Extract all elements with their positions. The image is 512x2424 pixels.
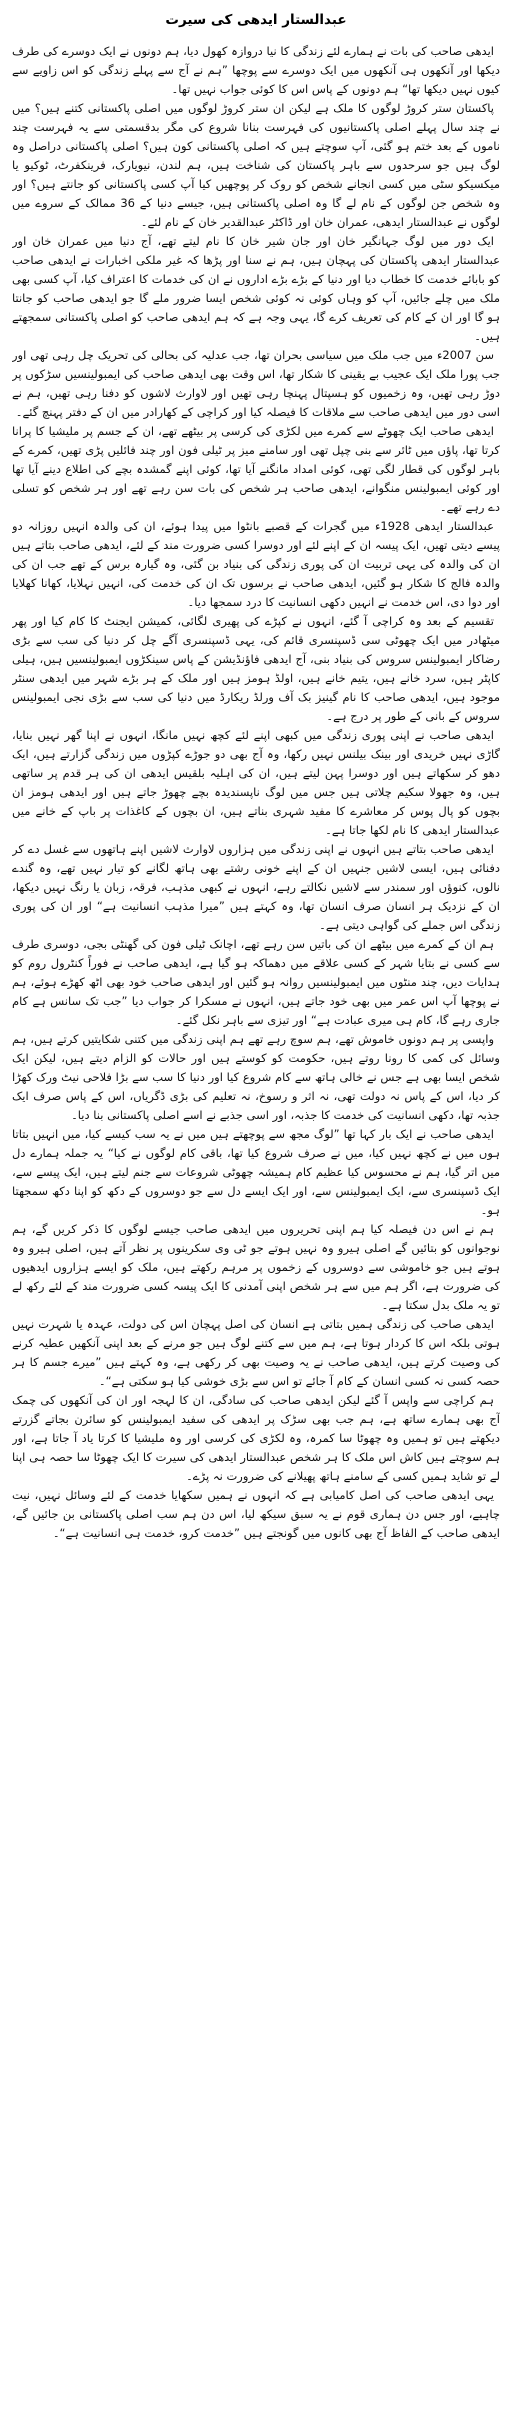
article-paragraph: ایدھی صاحب نے اپنی پوری زندگی میں کبھی اپنے لئے کچھ نہیں مانگا، انہوں نے اپنا گھر نہیں بنایا، گاڑی نہیں خریدی اور بینک بیلنس نہیں رکھا، وہ آج بھی دو جوڑے کپڑوں میں زندگی گزارتے ہیں، ایک دھو کر سکھاتے ہیں اور دوسرا پہن لیتے ہیں، ان کی اہلیہ بلقیس ایدھی ان کی ہر قدم پر ساتھی ہیں، وہ جھولا سکیم چلاتی ہیں جس میں لوگ ناپسندیدہ بچے چھوڑ جاتے ہیں اور ایدھی ہومز ان بچوں کو پال پوس کر معاشرے کا مفید شہری بناتے ہیں، ان بچوں کے کاغذات پر باپ کے خانے میں عبدالستار ایدھی کا نام لکھا جاتا ہے۔ <box>12 728 500 837</box>
article-paragraph: سن 2007ء میں جب ملک میں سیاسی بحران تھا، جب عدلیہ کی بحالی کی تحریک چل رہی تھی اور جب پورا ملک ایک عجیب بے یقینی کا شکار تھا، اس وقت بھی ایدھی صاحب کی ایمبولینسیں سڑکوں پر دوڑ رہی تھیں، وہ زخمیوں کو ہسپتال پہنچا رہی تھیں اور لاوارث لاشوں کو دفنا رہی تھیں، ہم نے اسی دور میں ایدھی صاحب سے ملاقات کا فیصلہ کیا اور کراچی کے کھارادر میں ان کے دفتر پہنچ گئے۔ <box>12 348 500 419</box>
article-paragraph: ایدھی صاحب کی بات نے ہمارے لئے زندگی کا نیا دروازہ کھول دیا، ہم دونوں نے ایک دوسرے کی طرف دیکھا اور آنکھوں ہی آنکھوں میں ایک دوسرے سے پوچھا ”ہم نے آج سے پہلے زندگی کو اس زاویے سے کیوں نہیں دیکھا تھا“ ہم دونوں کے پاس اس کا کوئی جواب نہیں تھا۔ <box>12 44 500 96</box>
article-paragraph: یہی ایدھی صاحب کی اصل کامیابی ہے کہ انہوں نے ہمیں سکھایا خدمت کے لئے وسائل نہیں، نیت چاہیے، اور جس دن ہماری قوم نے یہ سبق سیکھ لیا، اس دن ہم سب اصلی پاکستانی بن جائیں گے، ایدھی صاحب کے الفاظ آج بھی کانوں میں گونجتے ہیں ”خدمت کرو، خدمت ہی انسانیت ہے“۔ <box>12 1488 500 1540</box>
article-body <box>12 42 500 2412</box>
article-paragraph: ایدھی صاحب ایک چھوٹے سے کمرے میں لکڑی کی کرسی پر بیٹھے تھے، ان کے جسم پر ملیشیا کا پرانا کرتا تھا، پاؤں میں ٹائر سے بنی چپل تھی اور سامنے میز پر ٹیلی فون اور چند فائلیں پڑی تھیں، کمرے کے باہر لوگوں کی قطار لگی تھی، کوئی امداد مانگنے آیا تھا، کوئی اپنے گمشدہ بچے کی اطلاع دینے آیا تھا اور کوئی ایمبولینس منگوانے، ایدھی صاحب ہر شخص کی بات سن رہے تھے اور ہر شخص کو تسلی دے رہے تھے۔ <box>12 424 500 514</box>
article-paragraph: واپسی پر ہم دونوں خاموش تھے، ہم سوچ رہے تھے ہم اپنی زندگی میں کتنی شکایتیں کرتے ہیں، ہم وسائل کی کمی کا رونا روتے ہیں، حکومت کو کوستے ہیں اور حالات کو الزام دیتے ہیں، لیکن ایک شخص ایسا بھی ہے جس نے خالی ہاتھ سے کام شروع کیا اور دنیا کا سب سے بڑا فلاحی نیٹ ورک کھڑا کر دیا، اس کے پاس نہ دولت تھی، نہ اثر و رسوخ، نہ تعلیم کی بڑی ڈگریاں، اس کے پاس صرف ایک جذبہ تھا، دکھی انسانیت کی خدمت کا جذبہ، اور اسی جذبے نے اسے اصلی پاکستانی بنا دیا۔ <box>12 1032 500 1122</box>
article-paragraph: ایدھی صاحب نے ایک بار کہا تھا ”لوگ مجھ سے پوچھتے ہیں میں نے یہ سب کیسے کیا، میں انہیں بتاتا ہوں میں نے کچھ نہیں کیا، میں نے صرف شروع کیا تھا، باقی کام لوگوں نے کیا“ یہ جملہ ہمارے دل میں اتر گیا، ہم نے محسوس کیا عظیم کام ہمیشہ چھوٹی شروعات سے جنم لیتے ہیں، ایک پیسے سے، ایک ڈسپنسری سے، ایک ایمبولینس سے، اور ایک ایسے دل سے جو دوسروں کے دکھ کو اپنا دکھ سمجھتا ہو۔ <box>12 1127 500 1217</box>
article-paragraph: ایدھی صاحب کی زندگی ہمیں بتاتی ہے انسان کی اصل پہچان اس کی دولت، عہدہ یا شہرت نہیں ہوتی بلکہ اس کا کردار ہوتا ہے، ہم میں سے کتنے لوگ ہیں جو مرنے کے بعد اپنی آنکھیں عطیہ کرنے کی وصیت کرتے ہیں، ایدھی صاحب نے یہ وصیت بھی کر رکھی ہے، وہ کہتے ہیں ”میرے جسم کا ہر حصہ کسی نہ کسی انسان کے کام آ جائے تو اس سے بڑی خوشی کیا ہو سکتی ہے“۔ <box>12 1317 500 1388</box>
article-paragraph: عبدالستار ایدھی 1928ء میں گجرات کے قصبے بانٹوا میں پیدا ہوئے، ان کی والدہ انہیں روزانہ دو پیسے دیتی تھیں، ایک پیسہ ان کے اپنے لئے اور دوسرا کسی ضرورت مند کے لئے، ایدھی صاحب بتاتے ہیں ان کی والدہ کی یہی تربیت ان کی پوری زندگی کی بنیاد بن گئی، وہ گیارہ برس کے تھے جب ان کی والدہ فالج کا شکار ہو گئیں، ایدھی صاحب نے برسوں تک ان کی خدمت کی، انہیں نہلایا، کھانا کھلایا اور دوا دی، اس خدمت نے انہیں دکھی انسانیت کا درد سمجھا دیا۔ <box>12 519 500 609</box>
article-paragraph: ہم ان کے کمرے میں بیٹھے ان کی باتیں سن رہے تھے، اچانک ٹیلی فون کی گھنٹی بجی، دوسری طرف سے کسی نے بتایا شہر کے کسی علاقے میں دھماکہ ہو گیا ہے، ایدھی صاحب نے فوراً کنٹرول روم کو ہدایات دیں، چند منٹوں میں ایمبولینسیں روانہ ہو گئیں اور ایدھی صاحب خود بھی اٹھ کھڑے ہوئے، ہم نے پوچھا آپ اس عمر میں بھی خود جاتے ہیں، انہوں نے مسکرا کر جواب دیا ”جب تک سانس ہے کام جاری رہے گا، کام ہی میری عبادت ہے“ اور تیزی سے باہر نکل گئے۔ <box>12 937 500 1027</box>
article-paragraph: تقسیم کے بعد وہ کراچی آ گئے، انہوں نے کپڑے کی پھیری لگائی، کمیشن ایجنٹ کا کام کیا اور پھر میٹھادر میں ایک چھوٹی سی ڈسپنسری قائم کی، یہی ڈسپنسری آگے چل کر دنیا کی سب سے بڑی رضاکار ایمبولینس سروس کی بنیاد بنی، آج ایدھی فاؤنڈیشن کے پاس سینکڑوں ایمبولینسیں ہیں، ہیلی کاپٹر ہیں، سرد خانے ہیں، یتیم خانے ہیں، اولڈ ہومز ہیں اور ملک کے ہر بڑے شہر میں ایدھی سنٹر موجود ہیں، ایدھی صاحب کا نام گینیز بک آف ورلڈ ریکارڈ میں دنیا کی سب سے بڑی نجی ایمبولینس سروس کے بانی کے طور پر درج ہے۔ <box>12 614 500 723</box>
article-title: عبدالستار ایدھی کی سیرت <box>165 12 347 28</box>
article-paragraph: ایدھی صاحب بتاتے ہیں انہوں نے اپنی زندگی میں ہزاروں لاوارث لاشیں اپنے ہاتھوں سے غسل دے کر دفنائی ہیں، ایسی لاشیں جنہیں ان کے اپنے خونی رشتے بھی ہاتھ لگانے کو تیار نہیں تھے، وہ گندے نالوں، کنوؤں اور سمندر سے لاشیں نکالتے رہے، انہوں نے کبھی مذہب، فرقہ، زبان یا رنگ نہیں دیکھا، ان کے نزدیک ہر انسان صرف انسان تھا، وہ کہتے ہیں ”میرا مذہب انسانیت ہے“ اور ان کی پوری زندگی اس جملے کی گواہی دیتی ہے۔ <box>12 842 500 932</box>
article-paragraph: پاکستان ستر کروڑ لوگوں کا ملک ہے لیکن ان ستر کروڑ لوگوں میں اصلی پاکستانی کتنے ہیں؟ میں نے چند سال پہلے اصلی پاکستانیوں کی فہرست بنانا شروع کی مگر بدقسمتی سے یہ فہرست چند ناموں کے بعد ختم ہو گئی، آپ سوچتے ہیں کہ اصلی پاکستانی کون ہیں؟ اصلی پاکستانی دراصل وہ لوگ ہیں جو سرحدوں سے باہر پاکستان کی شناخت ہیں، ہم لندن، نیویارک، فرینکفرٹ، ٹوکیو یا میکسیکو سٹی میں کسی انجانے شخص کو روک کر پوچھیں کیا آپ کسی پاکستانی کو جانتے ہیں؟ اور وہ شخص جن لوگوں کے نام لے گا وہ اصلی پاکستانی ہیں، جیسے دنیا کے 36 ممالک کے سروے میں لوگوں نے عبدالستار ایدھی، عمران خان اور ڈاکٹر عبدالقدیر خان کے نام لئے۔ <box>12 101 500 229</box>
article-paragraph: ایک دور میں لوگ جہانگیر خان اور جان شیر خان کا نام لیتے تھے، آج دنیا میں عمران خان اور عبدالستار ایدھی پاکستان کی پہچان ہیں، ہم نے سنا اور پڑھا کہ غیر ملکی اخبارات نے ایدھی صاحب کو بابائے خدمت کا خطاب دیا اور دنیا کے بڑے بڑے اداروں نے ان کی خدمات کا اعتراف کیا، آپ کسی بھی ملک میں چلے جائیں، آپ کو وہاں کوئی نہ کوئی شخص ایسا ضرور ملے گا جو ایدھی صاحب کو جانتا ہو گا اور ان کے کام کی تعریف کرے گا، یہی وجہ ہے کہ ہم ایدھی صاحب کو اصلی پاکستانی سمجھتے ہیں۔ <box>12 234 500 343</box>
article-paragraph: ہم کراچی سے واپس آ گئے لیکن ایدھی صاحب کی سادگی، ان کا لہجہ اور ان کی آنکھوں کی چمک آج بھی ہمارے ساتھ ہے، ہم جب بھی سڑک پر ایدھی کی سفید ایمبولینس کو سائرن بجاتے گزرتے دیکھتے ہیں تو ہمیں وہ چھوٹا سا کمرہ، وہ لکڑی کی کرسی اور وہ ملیشیا کا کرتا یاد آ جاتا ہے، اور ہم سوچتے ہیں کاش اس ملک کا ہر شخص عبدالستار ایدھی کی سیرت کا ایک چھوٹا سا حصہ ہی اپنا لے تو شاید ہمیں کسی کے سامنے ہاتھ پھیلانے کی ضرورت نہ پڑے۔ <box>12 1393 500 1483</box>
article-paragraph: ہم نے اس دن فیصلہ کیا ہم اپنی تحریروں میں ایدھی صاحب جیسے لوگوں کا ذکر کریں گے، ہم نوجوانوں کو بتائیں گے اصلی ہیرو وہ نہیں ہوتے جو ٹی وی سکرینوں پر نظر آتے ہیں، اصلی ہیرو وہ ہوتے ہیں جو خاموشی سے دوسروں کے زخموں پر مرہم رکھتے ہیں، ملک کو ایسے ہزاروں ایدھیوں کی ضرورت ہے، اگر ہم میں سے ہر شخص اپنی آمدنی کا ایک پیسہ کسی ضرورت مند کے لئے رکھ لے تو یہ ملک بدل سکتا ہے۔ <box>12 1222 500 1312</box>
